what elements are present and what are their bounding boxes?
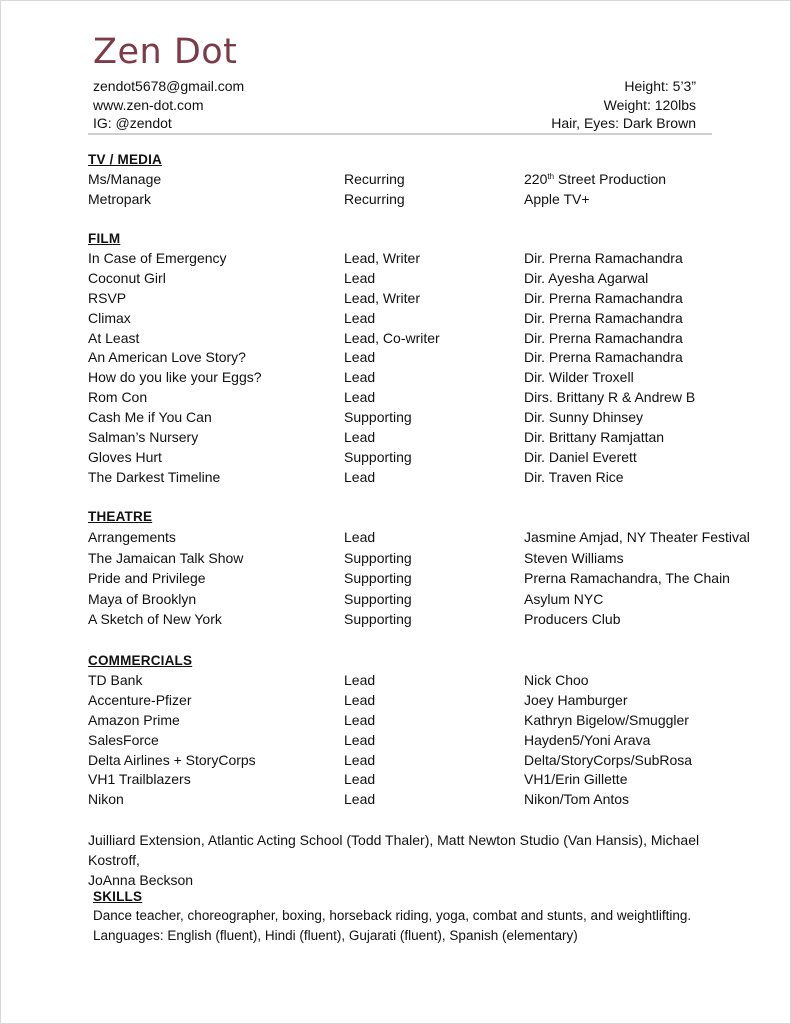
credit-title: Amazon Prime (88, 711, 180, 728)
credit-role: Lead (344, 269, 376, 286)
credit-company: Apple TV+ (524, 190, 590, 207)
credit-title: Cash Me if You Can (88, 409, 212, 426)
credit-role: Lead (344, 468, 376, 485)
credit-title: Salman’s Nursery (88, 429, 199, 446)
credit-row (88, 388, 768, 408)
credit-title: Metropark (88, 190, 152, 207)
credit-director: Kathryn Bigelow/Smuggler (524, 711, 689, 728)
section-title: TV / MEDIA (88, 152, 163, 167)
height-stat: Height: 5’3” (624, 78, 696, 94)
credit-row (88, 309, 768, 329)
credit-director: Producers Club (524, 611, 621, 627)
credit-row (88, 548, 768, 569)
credit-director: Joey Hamburger (524, 691, 628, 708)
credit-director: Prerna Ramachandra, The Chain (524, 570, 730, 586)
credit-role: Lead, Writer (344, 250, 420, 266)
credit-title: VH1 Trailblazers (88, 771, 191, 788)
credit-role: Lead (344, 711, 376, 728)
credit-row (88, 609, 768, 630)
credit-row (88, 468, 768, 488)
credit-director: Dir. Prerna Ramachandra (524, 329, 683, 346)
credit-title: An American Love Story? (88, 349, 246, 366)
credit-role: Lead (344, 791, 376, 808)
credit-row (88, 691, 768, 711)
credit-title: Gloves Hurt (88, 448, 162, 465)
credit-row (88, 527, 768, 548)
credit-role: Supporting (344, 448, 412, 465)
credit-role: Recurring (344, 190, 405, 207)
credit-title: Maya of Brooklyn (88, 590, 197, 607)
film-section (88, 229, 768, 488)
skills-line: Dance teacher, choreographer, boxing, horseback riding, yoga, combat and stunts, and weightlifting. (93, 908, 692, 923)
credit-title: The Jamaican Talk Show (88, 549, 244, 566)
credit-director: Jasmine Amjad, NY Theater Festival (524, 529, 750, 545)
tv-media-section (88, 150, 768, 210)
credit-role: Lead, Writer (344, 289, 420, 306)
instagram-handle: IG: @zendot (93, 115, 172, 131)
credit-director: Dir. Brittany Ramjattan (524, 429, 665, 446)
credit-title: Ms/Manage (88, 171, 162, 187)
weight-stat: Weight: 120lbs (603, 96, 696, 113)
theatre-section (88, 507, 768, 630)
credit-role: Supporting (344, 611, 412, 627)
credit-row (88, 790, 768, 810)
credit-row (88, 170, 768, 190)
credit-row (88, 731, 768, 751)
credit-title: Rom Con (88, 389, 148, 406)
credit-director: Dir. Prerna Ramachandra (524, 289, 683, 306)
credit-row (88, 711, 768, 731)
credit-title: At Least (88, 329, 140, 346)
credit-role: Supporting (344, 549, 412, 566)
credit-title: RSVP (88, 289, 127, 306)
credit-director: Dir. Ayesha Agarwal (524, 269, 649, 286)
credit-row (88, 190, 768, 210)
section-title: THEATRE (88, 509, 153, 524)
credit-row (88, 751, 768, 771)
skills-section (93, 887, 753, 945)
credit-title: Pride and Privilege (88, 570, 206, 586)
credit-director: Dir. Daniel Everett (524, 448, 637, 465)
credit-role: Lead (344, 751, 376, 768)
credit-row (88, 348, 768, 368)
email[interactable]: zendot5678@gmail.com (93, 78, 245, 94)
credit-title: The Darkest Timeline (88, 468, 221, 485)
credit-title: In Case of Emergency (88, 250, 227, 266)
credit-director: Dir. Prerna Ramachandra (524, 309, 683, 326)
hair-eyes-stat: Hair, Eyes: Dark Brown (551, 115, 696, 131)
credit-title: Delta Airlines + StoryCorps (88, 751, 256, 768)
credit-role: Lead (344, 429, 376, 446)
credit-director: Dir. Prerna Ramachandra (524, 349, 683, 366)
credit-role: Lead (344, 389, 376, 406)
credit-row (88, 589, 768, 610)
contact-info (93, 77, 244, 133)
credit-company: 220th Street Production (524, 171, 667, 187)
credit-role: Lead (344, 529, 376, 545)
languages-line: Languages: English (fluent), Hindi (fluent), Gujarati (fluent), Spanish (elementary) (93, 927, 578, 943)
credit-role: Lead (344, 771, 376, 788)
credit-director: Nikon/Tom Antos (524, 791, 630, 808)
credit-role: Lead (344, 349, 376, 366)
header-divider (88, 133, 712, 135)
credit-role: Lead (344, 672, 376, 688)
training-section (88, 830, 748, 890)
training-line: Juilliard Extension, Atlantic Acting School (Todd Thaler), Matt Newton Studio (Van Hansis), Michael Kostroff, (88, 832, 700, 868)
credit-director: Dir. Prerna Ramachandra (524, 250, 683, 266)
physical-stats (551, 77, 696, 133)
training-line: JoAnna Beckson (88, 872, 194, 888)
credit-director: Dirs. Brittany R & Andrew B (524, 389, 696, 406)
credit-row (88, 568, 768, 589)
section-title: FILM (88, 231, 121, 246)
credit-row (88, 428, 768, 448)
credit-row (88, 329, 768, 349)
credit-row (88, 368, 768, 388)
credit-role: Supporting (344, 409, 412, 426)
credit-title: TD Bank (88, 672, 143, 688)
credit-director: Dir. Sunny Dhinsey (524, 409, 644, 426)
credit-title: Nikon (88, 791, 124, 808)
website[interactable]: www.zen-dot.com (93, 96, 204, 113)
credit-director: Steven Williams (524, 549, 624, 566)
credit-title: SalesForce (88, 731, 159, 748)
credit-role: Lead (344, 691, 376, 708)
credit-director: Delta/StoryCorps/SubRosa (524, 751, 693, 768)
credit-row (88, 289, 768, 309)
credit-director: Dir. Traven Rice (524, 468, 624, 485)
credit-director: Nick Choo (524, 672, 589, 688)
credit-row (88, 448, 768, 468)
credit-director: VH1/Erin Gillette (524, 771, 628, 788)
section-title: COMMERCIALS (88, 653, 193, 668)
credit-row (88, 408, 768, 428)
credit-role: Recurring (344, 171, 405, 187)
section-title: SKILLS (93, 889, 143, 904)
credit-title: Coconut Girl (88, 269, 166, 286)
credit-row (88, 770, 768, 790)
credit-role: Lead (344, 731, 376, 748)
credit-title: How do you like your Eggs? (88, 369, 262, 386)
commercials-section (88, 651, 768, 810)
credit-row (88, 249, 768, 269)
credit-title: Arrangements (88, 529, 176, 545)
credit-director: Asylum NYC (524, 590, 604, 607)
credit-title: Climax (88, 309, 131, 326)
credit-role: Supporting (344, 590, 412, 607)
credit-role: Lead (344, 309, 376, 326)
actor-name: Zen Dot (93, 32, 238, 72)
credit-title: A Sketch of New York (88, 611, 222, 627)
credit-role: Lead, Co-writer (344, 329, 440, 346)
credit-row (88, 671, 768, 691)
credit-title: Accenture-Pfizer (88, 691, 192, 708)
credit-row (88, 269, 768, 289)
credit-director: Hayden5/Yoni Arava (524, 731, 651, 748)
credit-role: Lead (344, 369, 376, 386)
credit-role: Supporting (344, 570, 412, 586)
credit-director: Dir. Wilder Troxell (524, 369, 634, 386)
